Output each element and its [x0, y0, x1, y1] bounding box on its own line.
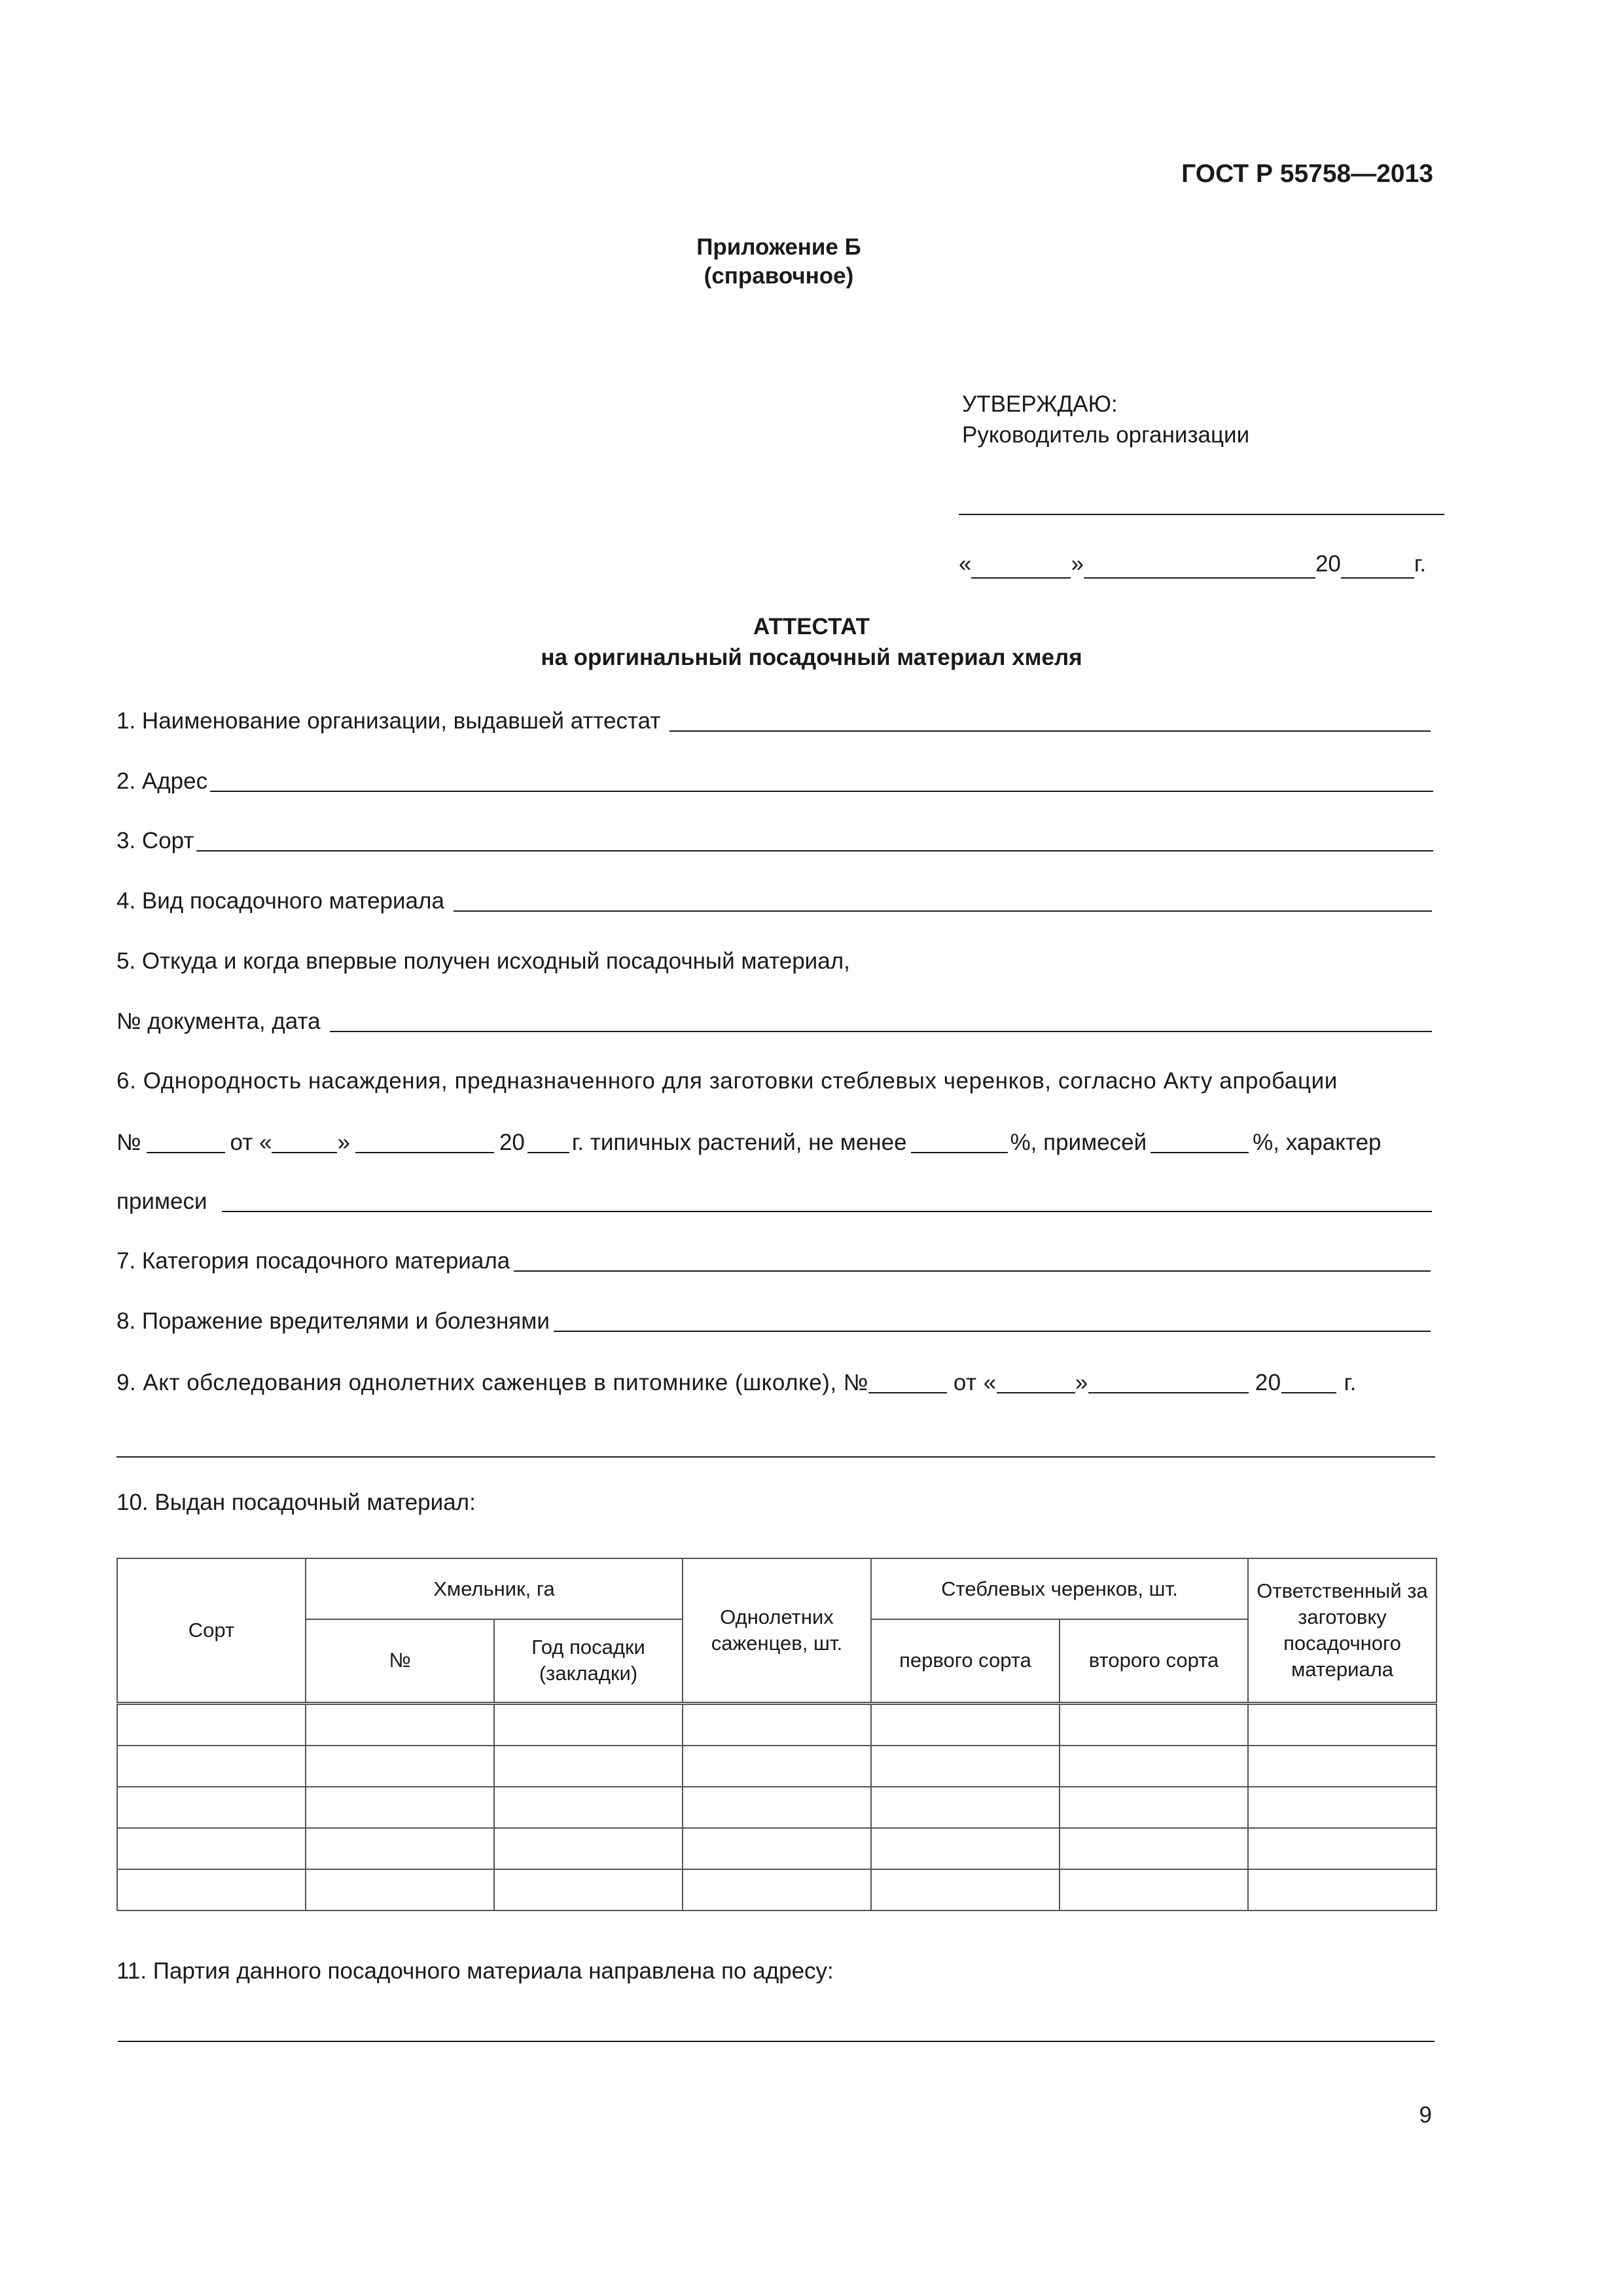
item-6-impurity-label: примеси: [116, 1189, 207, 1214]
standard-number: ГОСТ Р 55758—2013: [1181, 160, 1433, 188]
table-cell: [117, 1869, 306, 1910]
item-9: [116, 1367, 1435, 1397]
table-cell: [1248, 1746, 1436, 1787]
table-cell: [1248, 1703, 1436, 1746]
item-7: [116, 1247, 1431, 1276]
item-8-label: 8. Поражение вредителями и болезнями: [116, 1308, 550, 1334]
item-3-label: 3. Сорт: [116, 828, 194, 853]
item-6-no: №: [116, 1130, 141, 1155]
table-row: [117, 1828, 1436, 1869]
date-year-suffix: г.: [1414, 551, 1427, 577]
col-cuttings-second: второго сорта: [1060, 1619, 1248, 1703]
table-cell: [871, 1746, 1060, 1787]
item-6-typical-blank: [911, 1127, 1008, 1153]
table-cell: [871, 1703, 1060, 1746]
table-cell: [871, 1828, 1060, 1869]
item-1: [116, 707, 1431, 736]
item-10: [116, 1488, 1433, 1517]
table-cell: [1248, 1869, 1436, 1910]
item-9-year-blank: [1281, 1367, 1336, 1393]
approval-signature-line: [959, 514, 1444, 515]
table-cell: [1060, 1787, 1248, 1828]
item-9-20: 20: [1255, 1370, 1281, 1395]
approval-position: Руководитель организации: [962, 422, 1250, 448]
item-6-rest: г. типичных растений, не менее: [571, 1130, 907, 1155]
item-3: [116, 827, 1433, 855]
item-2: [116, 767, 1433, 796]
item-2-blank: [210, 767, 1433, 792]
col-hops-year: Год посадки (закладки): [494, 1619, 683, 1703]
item-2-label: 2. Адрес: [116, 768, 208, 794]
item-9-q: »: [1075, 1370, 1088, 1395]
item-6-act: [116, 1127, 1435, 1157]
item-11: [116, 1957, 1433, 1986]
table-cell: [494, 1869, 683, 1910]
item-6-month-blank: [355, 1127, 494, 1153]
table-cell: [306, 1869, 494, 1910]
table-cell: [494, 1746, 683, 1787]
item-6-ot: от «: [230, 1130, 272, 1155]
table-cell: [1248, 1828, 1436, 1869]
appendix-note: (справочное): [704, 263, 854, 289]
item-7-blank: [514, 1247, 1431, 1272]
planting-material-table: [116, 1558, 1437, 1911]
item-1-label: 1. Наименование организации, выдавшей аттестат: [116, 708, 661, 734]
table-cell: [306, 1703, 494, 1746]
table-cell: [683, 1787, 871, 1828]
table-cell: [1248, 1787, 1436, 1828]
table-cell: [494, 1787, 683, 1828]
item-11-label: 11. Партия данного посадочного материала направлена по адресу:: [116, 1958, 834, 1984]
table-cell: [1060, 1703, 1248, 1746]
table-cell: [1060, 1869, 1248, 1910]
approval-title: УТВЕРЖДАЮ:: [962, 391, 1118, 417]
col-cuttings-group: Стеблевых черенков, шт.: [871, 1558, 1248, 1619]
item-5-document: [116, 1007, 1432, 1036]
item-6-day-blank: [272, 1127, 337, 1153]
item-3-blank: [196, 827, 1433, 852]
col-responsible: Ответственный за заготовку посадочного материала: [1248, 1558, 1436, 1703]
item-10-label: 10. Выдан посадочный материал:: [116, 1490, 476, 1515]
table-body: [117, 1703, 1436, 1910]
page-number: 9: [1419, 2102, 1432, 2128]
table-cell: [683, 1828, 871, 1869]
table-cell: [871, 1787, 1060, 1828]
item-9-day-blank: [997, 1367, 1075, 1393]
item-11-address-line: [118, 2041, 1435, 2042]
table-cell: [683, 1703, 871, 1746]
item-9-g: г.: [1344, 1370, 1357, 1395]
item-8-blank: [554, 1307, 1431, 1332]
item-9-no-blank: [868, 1367, 947, 1393]
item-9-continuation-line: [116, 1456, 1435, 1458]
item-6-label: 6. Однородность насаждения, предназначенного для заготовки стеблевых черенков, согласно Акту апробации: [116, 1068, 1338, 1094]
date-month-blank: [1084, 552, 1315, 579]
table-cell: [494, 1828, 683, 1869]
table-cell: [871, 1869, 1060, 1910]
item-6-pct2: %, характер: [1253, 1130, 1382, 1155]
table-cell: [306, 1828, 494, 1869]
date-day-blank: [971, 552, 1071, 579]
col-hops-no: №: [306, 1619, 494, 1703]
item-4: [116, 887, 1432, 916]
item-5-label: 5. Откуда и когда впервые получен исходный посадочный материал,: [116, 948, 850, 974]
item-1-blank: [669, 707, 1431, 732]
table-cell: [683, 1869, 871, 1910]
table-cell: [117, 1828, 306, 1869]
item-6: [116, 1067, 1435, 1096]
date-year-blank: [1341, 552, 1414, 579]
document-title: АТТЕСТАТ: [753, 614, 870, 639]
table-cell: [1060, 1828, 1248, 1869]
col-sort: Сорт: [117, 1558, 306, 1703]
date-year-prefix: 20: [1315, 551, 1341, 577]
item-5: [116, 947, 1433, 976]
item-9-month-blank: [1088, 1367, 1249, 1393]
item-6-year-blank: [527, 1127, 569, 1153]
table-cell: [117, 1703, 306, 1746]
table-cell: [1060, 1746, 1248, 1787]
table-row: [117, 1746, 1436, 1787]
document-subtitle: на оригинальный посадочный материал хмеля: [541, 645, 1082, 670]
item-6-no-blank: [147, 1127, 225, 1153]
item-4-label: 4. Вид посадочного материала: [116, 888, 444, 914]
col-cuttings-first: первого сорта: [871, 1619, 1060, 1703]
col-seedlings: Однолетних саженцев, шт.: [683, 1558, 871, 1703]
date-close-quote: »: [1071, 551, 1084, 577]
table-cell: [117, 1746, 306, 1787]
item-8: [116, 1307, 1431, 1336]
appendix-title: Приложение Б: [696, 234, 861, 260]
item-6-pct1: %, примесей: [1010, 1130, 1147, 1155]
approval-date-line: [959, 550, 1444, 579]
col-hops-group: Хмельник, га: [306, 1558, 683, 1619]
table-row: [117, 1787, 1436, 1828]
table-row: [117, 1869, 1436, 1910]
table-cell: [683, 1746, 871, 1787]
date-open-quote: «: [959, 551, 972, 577]
item-6-impurity: [116, 1187, 1432, 1216]
item-6-q: »: [337, 1130, 350, 1155]
item-5-document-label: № документа, дата: [116, 1009, 321, 1034]
item-6-20: 20: [499, 1130, 525, 1155]
table-cell: [306, 1746, 494, 1787]
table-cell: [494, 1703, 683, 1746]
table-row: [117, 1703, 1436, 1746]
item-5-document-blank: [330, 1007, 1432, 1032]
item-6-impurity-line: [222, 1187, 1432, 1212]
item-9-ot: от «: [953, 1370, 997, 1395]
item-7-label: 7. Категория посадочного материала: [116, 1248, 510, 1274]
item-6-impurity-blank: [1150, 1127, 1249, 1153]
table-cell: [117, 1787, 306, 1828]
item-9-label: 9. Акт обследования однолетних саженцев в питомнике (школке), №: [116, 1370, 868, 1395]
item-4-blank: [454, 887, 1432, 912]
table-cell: [306, 1787, 494, 1828]
